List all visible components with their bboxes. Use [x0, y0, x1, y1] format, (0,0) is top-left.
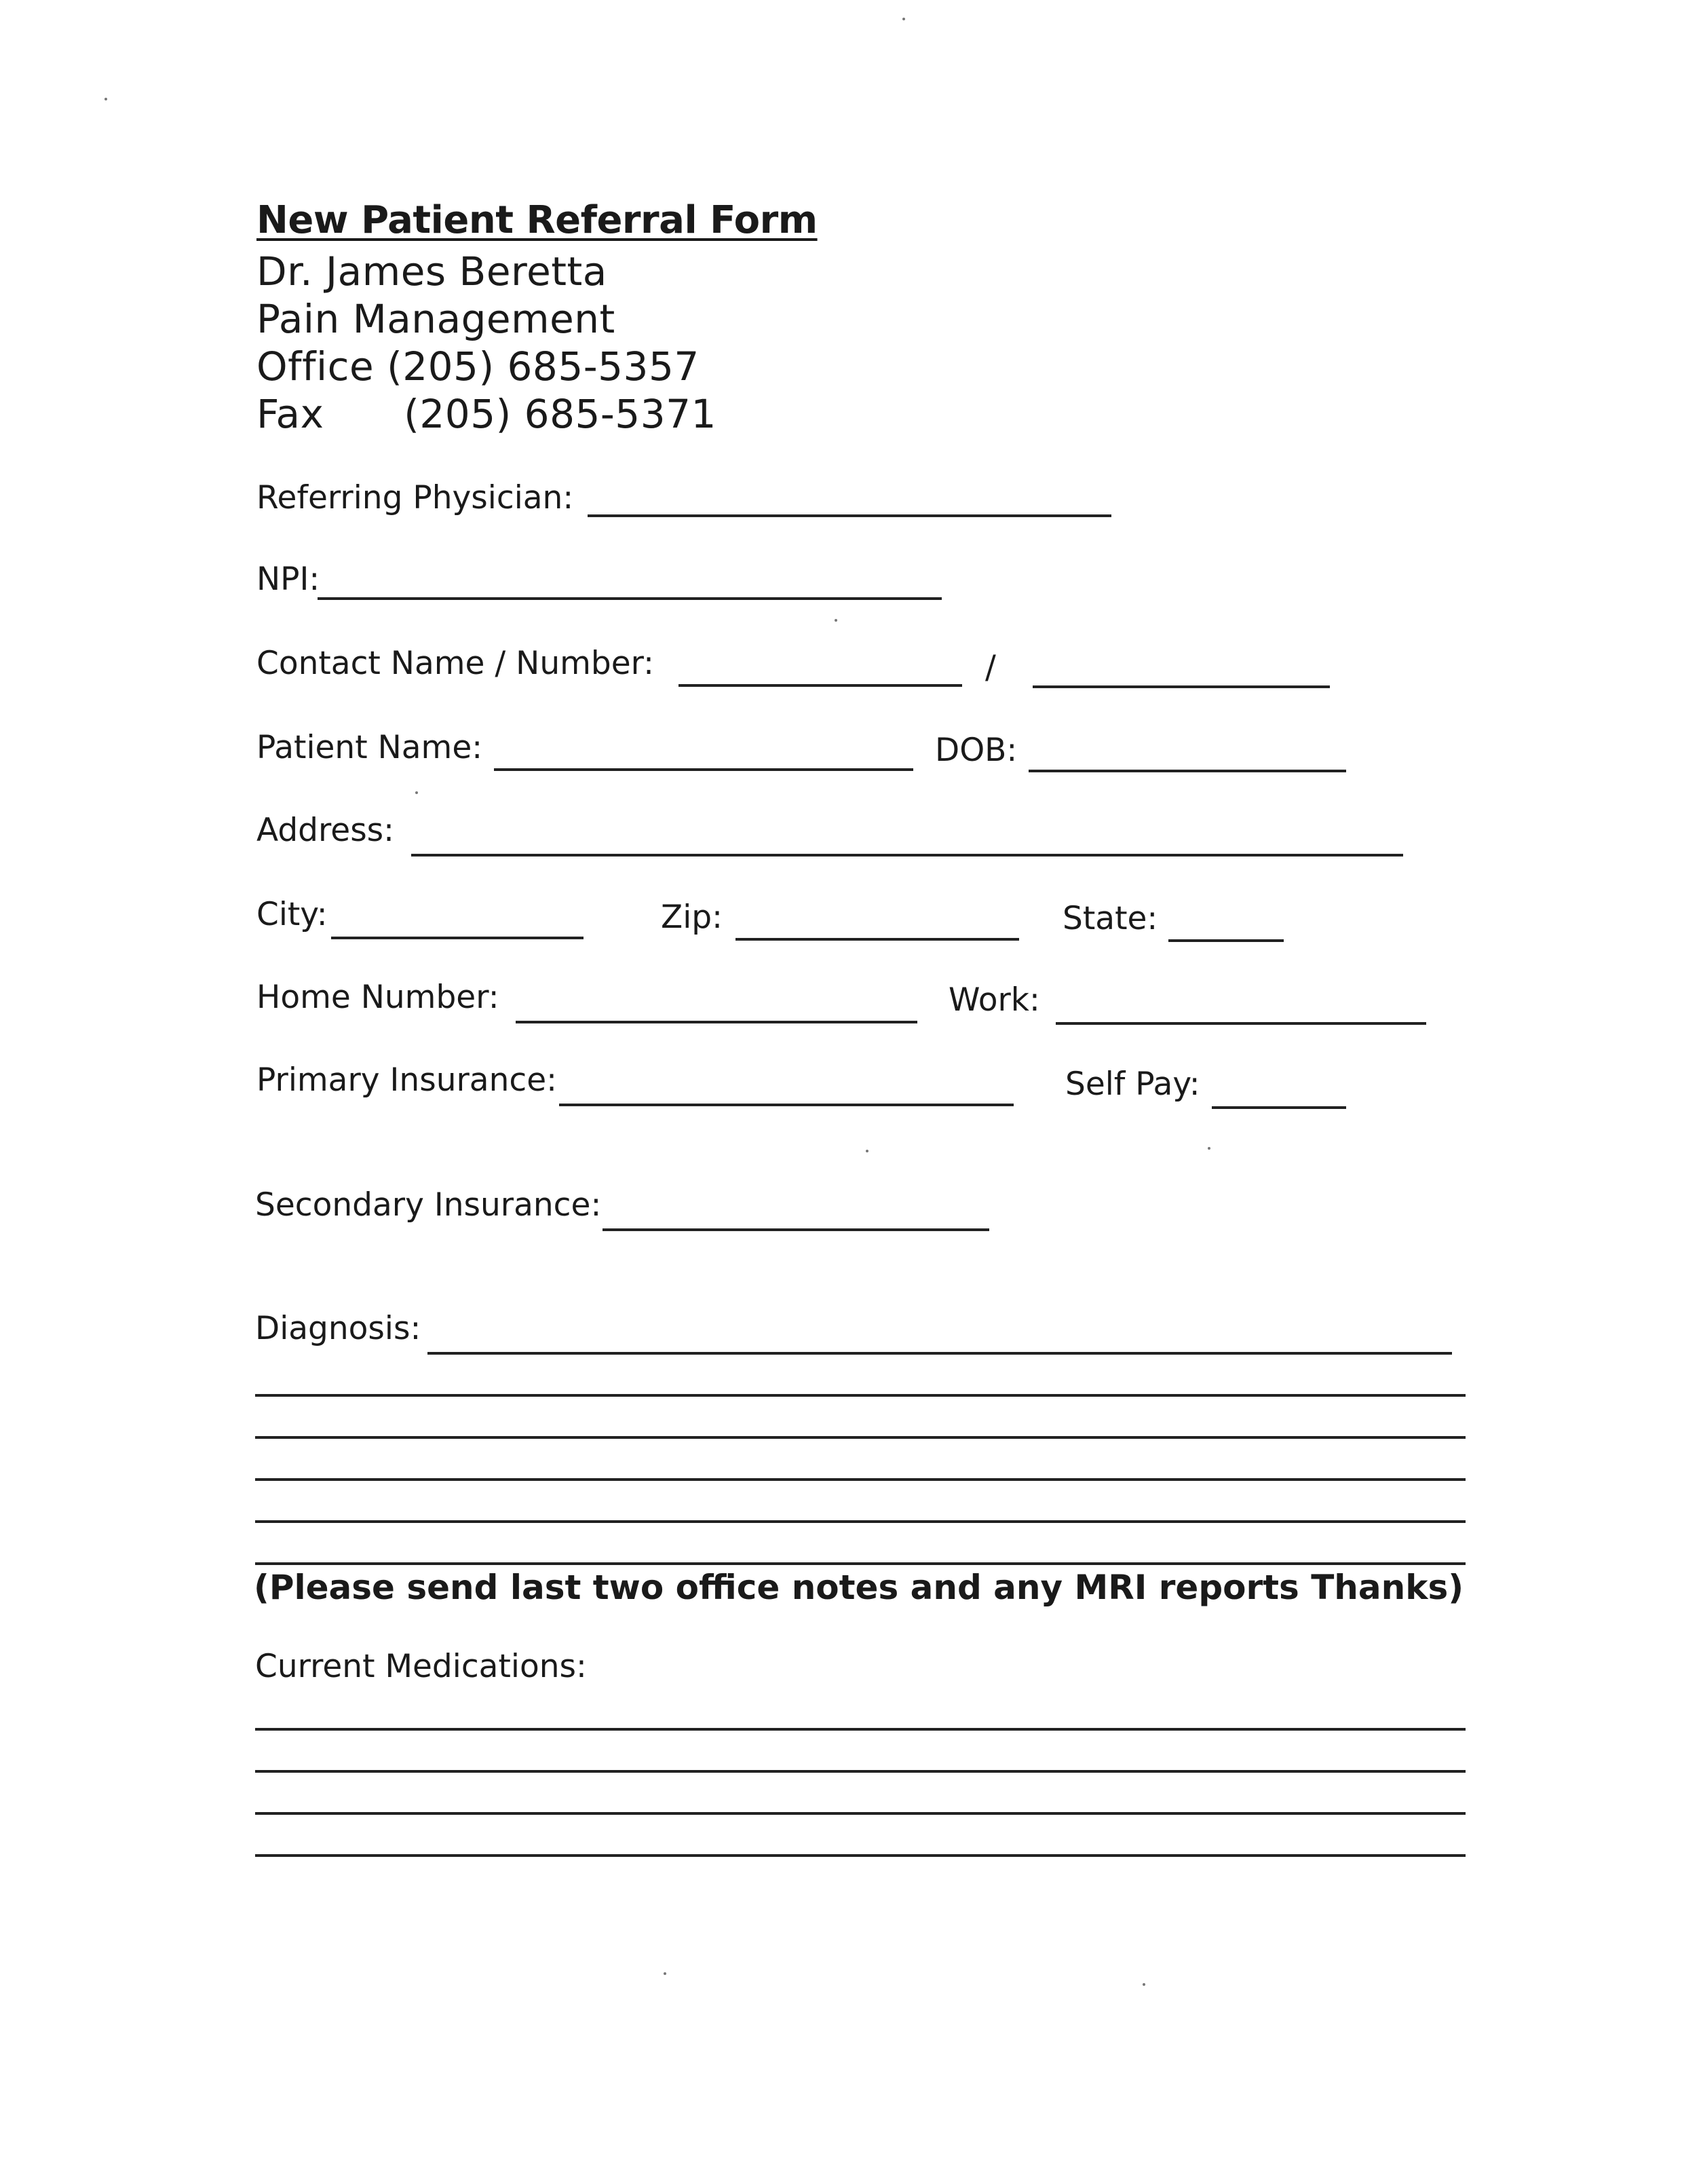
diagnosis-line[interactable] — [255, 1436, 1466, 1439]
scan-speck — [902, 18, 905, 20]
self-pay-field[interactable] — [1212, 1106, 1346, 1109]
secondary-insurance-label: Secondary Insurance: — [255, 1186, 602, 1224]
scan-speck — [104, 98, 107, 100]
city-label: City: — [256, 896, 328, 933]
medications-line[interactable] — [255, 1812, 1466, 1815]
city-field[interactable] — [331, 937, 584, 939]
zip-label: Zip: — [661, 899, 723, 936]
npi-label: NPI: — [256, 561, 320, 598]
dob-field[interactable] — [1029, 770, 1346, 772]
scan-speck — [866, 1150, 868, 1152]
office-phone-row — [256, 343, 700, 390]
address-label: Address: — [256, 812, 395, 849]
instruction-note: (Please send last two office notes and any MRI reports Thanks) — [254, 1568, 1464, 1607]
diagnosis-line[interactable] — [255, 1562, 1466, 1565]
state-field[interactable] — [1168, 939, 1284, 942]
form-title: New Patient Referral Form — [256, 198, 818, 242]
fax-label: Fax — [256, 391, 324, 437]
zip-field[interactable] — [735, 938, 1019, 941]
office-label: Office — [256, 343, 375, 390]
medications-line[interactable] — [255, 1770, 1466, 1773]
home-number-label: Home Number: — [256, 979, 499, 1016]
doctor-name: Dr. James Beretta — [256, 248, 607, 295]
medications-line[interactable] — [255, 1728, 1466, 1731]
contact-label: Contact Name / Number: — [256, 645, 654, 682]
scan-speck — [835, 619, 837, 622]
scan-speck — [415, 791, 418, 794]
fax-row — [256, 391, 716, 437]
work-label: Work: — [949, 981, 1040, 1019]
specialty: Pain Management — [256, 296, 615, 342]
primary-insurance-field[interactable] — [559, 1104, 1014, 1106]
diagnosis-label: Diagnosis: — [255, 1310, 421, 1347]
dob-label: DOB: — [935, 732, 1018, 769]
office-phone: (205) 685-5357 — [387, 343, 700, 390]
self-pay-label: Self Pay: — [1065, 1066, 1200, 1103]
diagnosis-field[interactable] — [427, 1352, 1452, 1355]
diagnosis-line[interactable] — [255, 1394, 1466, 1397]
diagnosis-line[interactable] — [255, 1478, 1466, 1481]
contact-number-field[interactable] — [1033, 685, 1330, 688]
primary-insurance-label: Primary Insurance: — [256, 1061, 557, 1099]
address-field[interactable] — [411, 854, 1403, 856]
medications-line[interactable] — [255, 1854, 1466, 1857]
home-number-field[interactable] — [516, 1021, 917, 1023]
referring-physician-field[interactable] — [588, 514, 1111, 517]
patient-name-field[interactable] — [494, 768, 913, 771]
diagnosis-line[interactable] — [255, 1520, 1466, 1523]
state-label: State: — [1063, 900, 1158, 937]
scan-speck — [1143, 1983, 1145, 1986]
scan-speck — [1208, 1147, 1210, 1150]
patient-name-label: Patient Name: — [256, 729, 483, 766]
contact-separator: / — [985, 649, 996, 686]
current-medications-label: Current Medications: — [255, 1648, 587, 1685]
referring-physician-label: Referring Physician: — [256, 479, 574, 516]
work-field[interactable] — [1056, 1022, 1426, 1025]
npi-field[interactable] — [318, 597, 942, 600]
contact-name-field[interactable] — [678, 684, 962, 687]
scan-speck — [664, 1972, 666, 1975]
secondary-insurance-field[interactable] — [603, 1228, 989, 1231]
fax-phone: (205) 685-5371 — [404, 391, 716, 437]
